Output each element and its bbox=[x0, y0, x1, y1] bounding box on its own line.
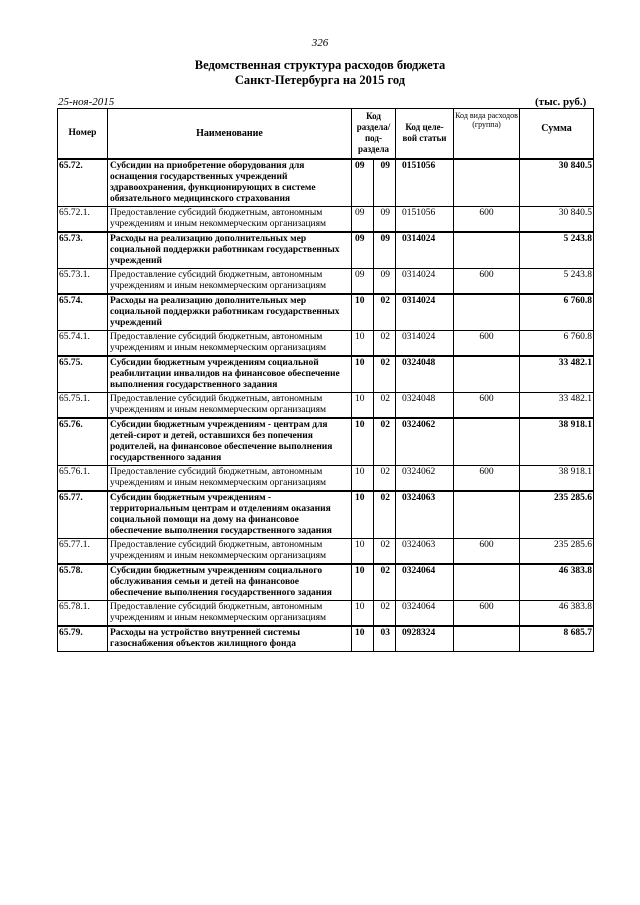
row-name: Предоставление субсидий бюджетным, автономным учреждениям и иным некоммерческим организациям bbox=[108, 268, 352, 294]
table-row bbox=[58, 206, 594, 232]
row-podrazdel: 09 bbox=[374, 159, 396, 207]
row-statya: 0324048 bbox=[396, 392, 454, 418]
row-podrazdel: 02 bbox=[374, 418, 396, 466]
table-row bbox=[58, 330, 594, 356]
row-podrazdel: 02 bbox=[374, 330, 396, 356]
header-name: Наименование bbox=[108, 109, 352, 159]
row-vid bbox=[454, 356, 520, 393]
row-vid bbox=[454, 564, 520, 601]
row-sum: 46 383.8 bbox=[520, 600, 594, 626]
row-sum: 6 760.8 bbox=[520, 294, 594, 331]
row-razdel: 10 bbox=[352, 491, 374, 539]
row-podrazdel: 02 bbox=[374, 465, 396, 491]
row-razdel: 09 bbox=[352, 206, 374, 232]
row-statya: 0151056 bbox=[396, 206, 454, 232]
row-sum: 38 918.1 bbox=[520, 465, 594, 491]
row-number: 65.73.1. bbox=[58, 268, 108, 294]
row-podrazdel: 09 bbox=[374, 268, 396, 294]
row-sum: 30 840.5 bbox=[520, 159, 594, 207]
table-row bbox=[58, 600, 594, 626]
row-vid bbox=[454, 232, 520, 269]
table-row bbox=[58, 418, 594, 466]
title-line-1: Ведомственная структура расходов бюджета bbox=[194, 58, 446, 72]
row-name: Предоставление субсидий бюджетным, автономным учреждениям и иным некоммерческим организациям bbox=[108, 392, 352, 418]
document-date: 25-ноя-2015 bbox=[58, 96, 115, 108]
row-podrazdel: 02 bbox=[374, 294, 396, 331]
table-row bbox=[58, 564, 594, 601]
row-name: Предоставление субсидий бюджетным, автономным учреждениям и иным некоммерческим организациям bbox=[108, 206, 352, 232]
row-number: 65.77. bbox=[58, 491, 108, 539]
row-name: Предоставление субсидий бюджетным, автономным учреждениям и иным некоммерческим организациям bbox=[108, 465, 352, 491]
page-number: 326 bbox=[311, 37, 329, 49]
header-razdel: Код раздела/ под- раздела bbox=[352, 109, 396, 159]
row-number: 65.74. bbox=[58, 294, 108, 331]
row-podrazdel: 02 bbox=[374, 491, 396, 539]
row-sum: 30 840.5 bbox=[520, 206, 594, 232]
row-statya: 0324062 bbox=[396, 465, 454, 491]
row-sum: 235 285.6 bbox=[520, 491, 594, 539]
row-number: 65.75.1. bbox=[58, 392, 108, 418]
row-number: 65.79. bbox=[58, 626, 108, 652]
table-row bbox=[58, 491, 594, 539]
row-name: Субсидии на приобретение оборудования для оснащения государственных учреждений здравоохранения, функционирующих в системе обязательного медицинского страхования bbox=[108, 159, 352, 207]
row-razdel: 10 bbox=[352, 465, 374, 491]
row-vid bbox=[454, 159, 520, 207]
row-sum: 5 243.8 bbox=[520, 268, 594, 294]
budget-table bbox=[57, 108, 594, 652]
row-number: 65.76. bbox=[58, 418, 108, 466]
row-razdel: 10 bbox=[352, 538, 374, 564]
row-statya: 0324062 bbox=[396, 418, 454, 466]
row-sum: 33 482.1 bbox=[520, 392, 594, 418]
row-name: Предоставление субсидий бюджетным, автономным учреждениям и иным некоммерческим организациям bbox=[108, 538, 352, 564]
table-row bbox=[58, 392, 594, 418]
row-razdel: 09 bbox=[352, 268, 374, 294]
row-razdel: 09 bbox=[352, 232, 374, 269]
row-vid: 600 bbox=[454, 330, 520, 356]
row-name: Предоставление субсидий бюджетным, автономным учреждениям и иным некоммерческим организациям bbox=[108, 330, 352, 356]
row-statya: 0324048 bbox=[396, 356, 454, 393]
row-number: 65.74.1. bbox=[58, 330, 108, 356]
row-sum: 38 918.1 bbox=[520, 418, 594, 466]
row-podrazdel: 03 bbox=[374, 626, 396, 652]
row-name: Расходы на реализацию дополнительных мер социальной поддержки работникам государственных учреждений bbox=[108, 294, 352, 331]
row-statya: 0324063 bbox=[396, 538, 454, 564]
row-podrazdel: 02 bbox=[374, 356, 396, 393]
row-razdel: 10 bbox=[352, 626, 374, 652]
row-vid: 600 bbox=[454, 600, 520, 626]
row-name: Субсидии бюджетным учреждениям социальной реабилитации инвалидов на финансовое обеспечение выполнения государственного задания bbox=[108, 356, 352, 393]
row-razdel: 10 bbox=[352, 294, 374, 331]
row-vid bbox=[454, 418, 520, 466]
row-statya: 0314024 bbox=[396, 294, 454, 331]
row-sum: 33 482.1 bbox=[520, 356, 594, 393]
row-number: 65.78.1. bbox=[58, 600, 108, 626]
title-line-2: Санкт-Петербурга на 2015 год bbox=[234, 73, 406, 87]
row-razdel: 09 bbox=[352, 159, 374, 207]
row-sum: 5 243.8 bbox=[520, 232, 594, 269]
row-podrazdel: 02 bbox=[374, 600, 396, 626]
row-razdel: 10 bbox=[352, 564, 374, 601]
row-vid bbox=[454, 626, 520, 652]
row-statya: 0314024 bbox=[396, 330, 454, 356]
row-razdel: 10 bbox=[352, 418, 374, 466]
row-podrazdel: 02 bbox=[374, 538, 396, 564]
row-statya: 0324063 bbox=[396, 491, 454, 539]
row-statya: 0314024 bbox=[396, 232, 454, 269]
row-razdel: 10 bbox=[352, 330, 374, 356]
header-statya: Код целе- вой статьи bbox=[396, 109, 454, 159]
row-statya: 0151056 bbox=[396, 159, 454, 207]
row-podrazdel: 02 bbox=[374, 564, 396, 601]
header-sum: Сумма bbox=[520, 109, 594, 159]
row-name: Субсидии бюджетным учреждениям - территориальным центрам и отделениям оказания социальной помощи на дому на финансовое обеспечение выполнения государственного задания bbox=[108, 491, 352, 539]
row-number: 65.76.1. bbox=[58, 465, 108, 491]
row-statya: 0324064 bbox=[396, 564, 454, 601]
row-name: Предоставление субсидий бюджетным, автономным учреждениям и иным некоммерческим организациям bbox=[108, 600, 352, 626]
row-statya: 0928324 bbox=[396, 626, 454, 652]
table-row bbox=[58, 538, 594, 564]
row-sum: 235 285.6 bbox=[520, 538, 594, 564]
row-name: Расходы на реализацию дополнительных мер социальной поддержки работникам государственных учреждений bbox=[108, 232, 352, 269]
table-row bbox=[58, 268, 594, 294]
table-row bbox=[58, 159, 594, 207]
document-title bbox=[0, 58, 640, 88]
row-name: Расходы на устройство внутренней системы газоснабжения объектов жилищного фонда bbox=[108, 626, 352, 652]
row-vid bbox=[454, 294, 520, 331]
row-name: Субсидии бюджетным учреждениям - центрам для детей-сирот и детей, оставшихся без попечения родителей, на финансовое обеспечение выполнения государственного задания bbox=[108, 418, 352, 466]
row-number: 65.77.1. bbox=[58, 538, 108, 564]
row-number: 65.78. bbox=[58, 564, 108, 601]
row-number: 65.75. bbox=[58, 356, 108, 393]
row-vid: 600 bbox=[454, 538, 520, 564]
row-razdel: 10 bbox=[352, 600, 374, 626]
row-razdel: 10 bbox=[352, 392, 374, 418]
row-podrazdel: 09 bbox=[374, 232, 396, 269]
table-row bbox=[58, 356, 594, 393]
table-header-row bbox=[58, 109, 594, 159]
row-vid: 600 bbox=[454, 465, 520, 491]
row-number: 65.72.1. bbox=[58, 206, 108, 232]
row-vid bbox=[454, 491, 520, 539]
header-vid: Код вида расходов (группа) bbox=[454, 109, 520, 159]
row-vid: 600 bbox=[454, 392, 520, 418]
row-name: Субсидии бюджетным учреждениям социального обслуживания семьи и детей на финансовое обеспечение выполнения государственного задания bbox=[108, 564, 352, 601]
units-label: (тыс. руб.) bbox=[535, 96, 587, 108]
row-vid: 600 bbox=[454, 206, 520, 232]
row-sum: 6 760.8 bbox=[520, 330, 594, 356]
row-razdel: 10 bbox=[352, 356, 374, 393]
row-podrazdel: 02 bbox=[374, 392, 396, 418]
row-podrazdel: 09 bbox=[374, 206, 396, 232]
row-sum: 46 383.8 bbox=[520, 564, 594, 601]
row-sum: 8 685.7 bbox=[520, 626, 594, 652]
header-number: Номер bbox=[58, 109, 108, 159]
row-statya: 0324064 bbox=[396, 600, 454, 626]
row-number: 65.73. bbox=[58, 232, 108, 269]
table-row bbox=[58, 465, 594, 491]
row-statya: 0314024 bbox=[396, 268, 454, 294]
table-row bbox=[58, 232, 594, 269]
table-row bbox=[58, 294, 594, 331]
row-vid: 600 bbox=[454, 268, 520, 294]
table-row bbox=[58, 626, 594, 652]
row-number: 65.72. bbox=[58, 159, 108, 207]
